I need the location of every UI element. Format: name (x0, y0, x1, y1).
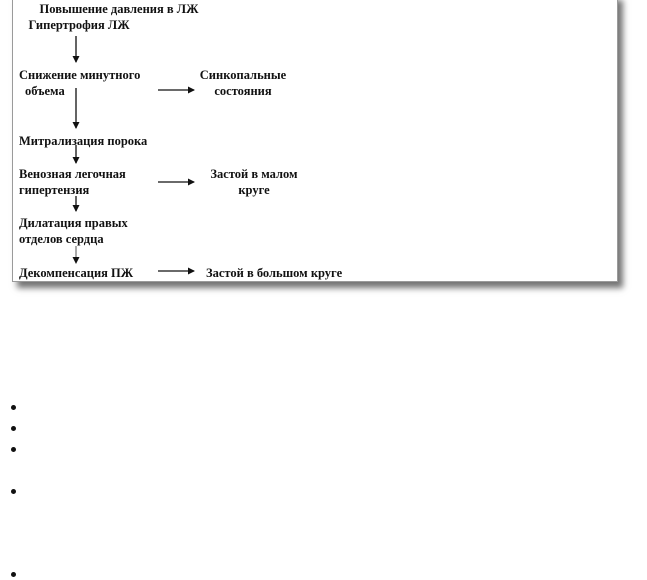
node-lv-hypertrophy-text: Гипертрофия ЛЖ (28, 18, 130, 32)
bullet-point (11, 447, 16, 452)
node-syncope-line1: Синкопальные (199, 68, 287, 82)
node-lv-pressure-text: Повышение давления в ЛЖ (39, 2, 199, 16)
node-systemic-congestion-text: Застой в большом круге (206, 266, 343, 280)
node-rv-decompensation-text: Декомпенсация ПЖ (19, 266, 134, 280)
bullet-point (11, 572, 16, 577)
node-pulm-congestion-line1: Застой в малом (210, 167, 298, 181)
node-syncope-line2: состояния (214, 84, 272, 98)
node-cardiac-output-line1: Снижение минутного (19, 68, 141, 82)
node-mitralization-text: Митрализация порока (19, 134, 148, 148)
bullet-point (11, 405, 16, 410)
node-rv-dilation-line2: отделов сердца (19, 232, 104, 246)
node-cardiac-output-line2: объема (25, 84, 65, 98)
node-rv-dilation-line1: Дилатация правых (19, 216, 128, 230)
node-pulm-congestion-line2: круге (238, 183, 270, 197)
node-venous-htn-line2: гипертензия (19, 183, 90, 197)
bullet-point (11, 426, 16, 431)
node-venous-htn-line1: Венозная легочная (19, 167, 126, 181)
bullet-point (11, 489, 16, 494)
